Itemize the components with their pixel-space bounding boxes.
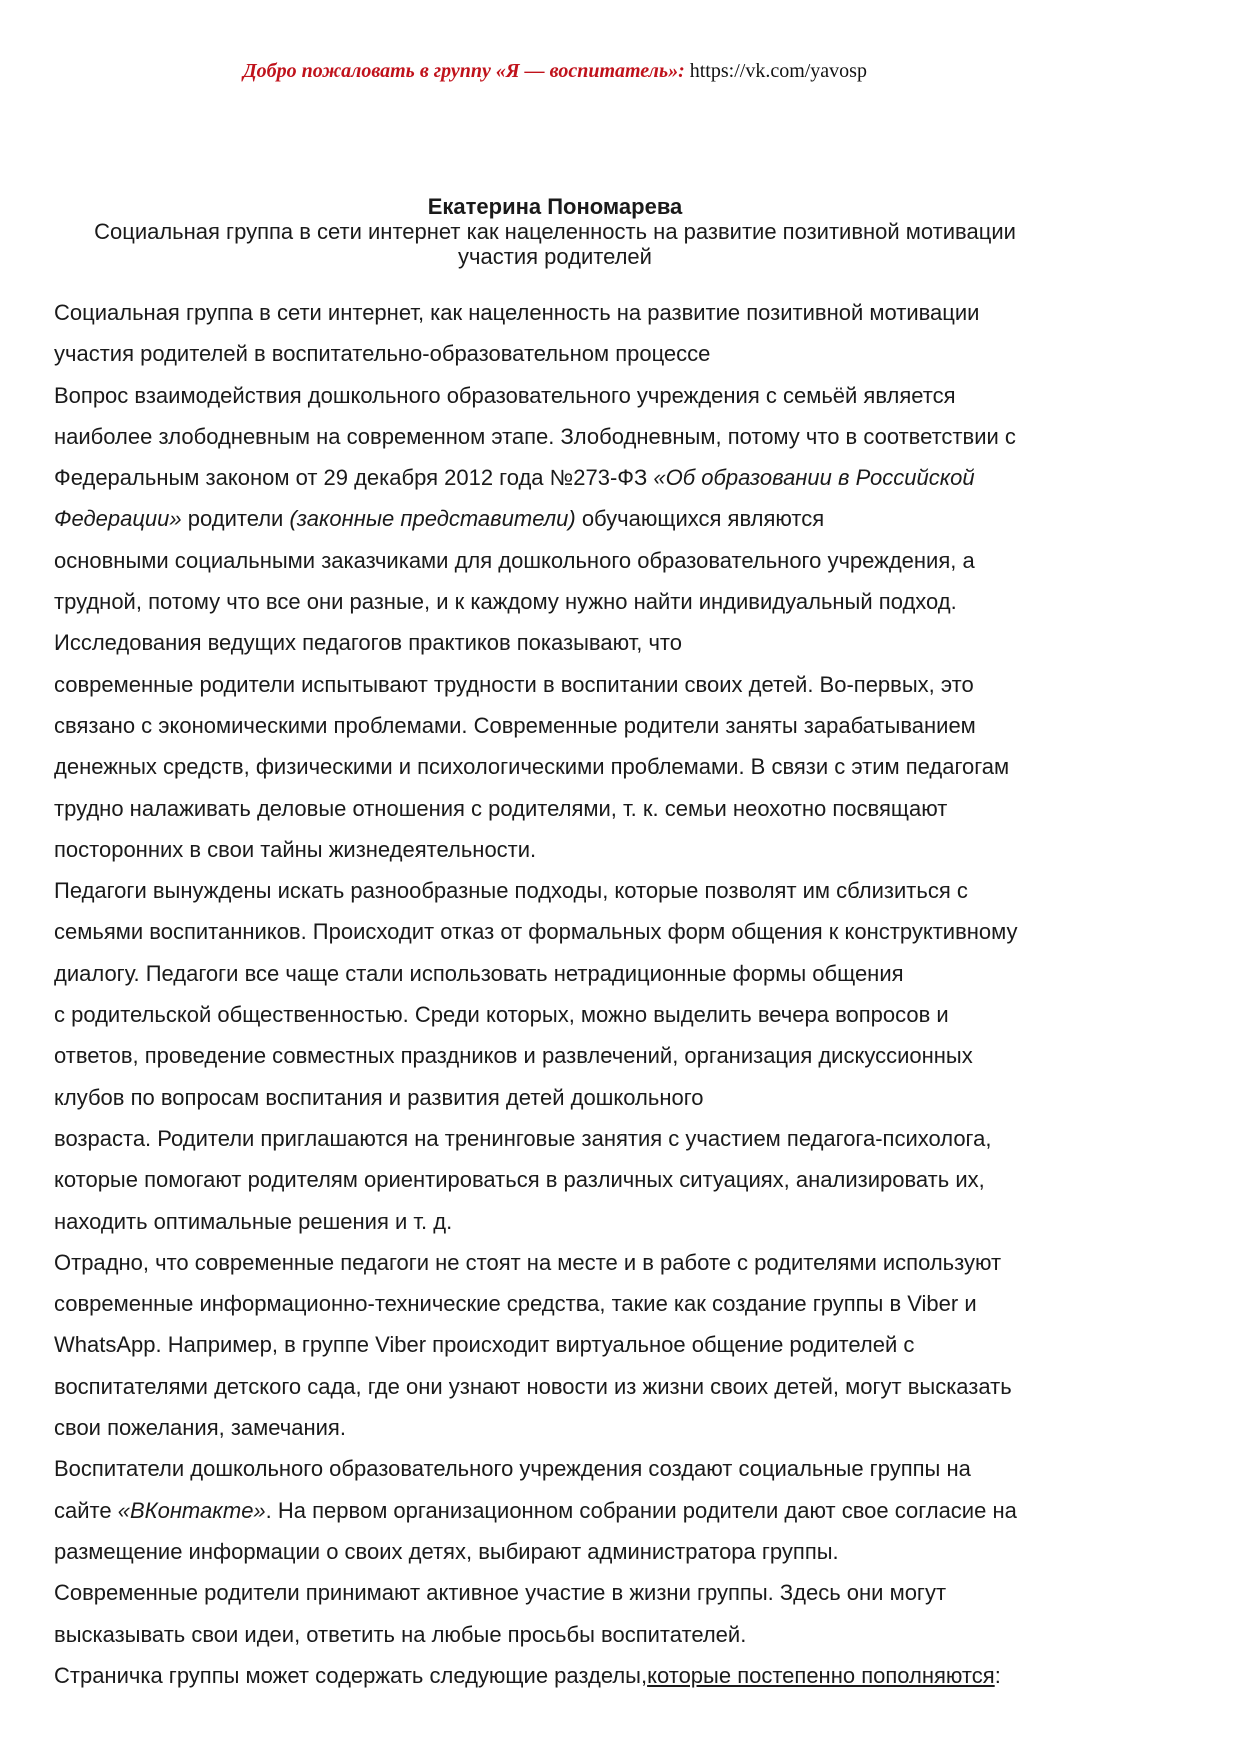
body-text-span: Страничка группы может содержать следующие разделы,: [54, 1662, 648, 1688]
article-title-block: [0, 194, 1110, 269]
body-line: современные информационно-технические средства, такие как создание группы в Viber и: [54, 1291, 977, 1317]
body-line: [54, 1655, 1064, 1696]
body-text-span: обучающихся являются: [575, 506, 825, 532]
body-line: находить оптимальные решения и т. д.: [54, 1208, 453, 1234]
body-line: ответов, проведение совместных праздников и развлечений, организация дискуссионных: [54, 1043, 973, 1069]
law-title-italic: «Об образовании в Российской: [653, 465, 975, 491]
legal-representatives-italic: (законные представители): [289, 506, 576, 532]
body-line: [54, 1490, 1064, 1531]
body-line: семьями воспитанников. Происходит отказ от формальных форм общения к конструктивному: [54, 919, 1018, 945]
body-line: Вопрос взаимодействия дошкольного образовательного учреждения с семьёй является: [54, 382, 956, 408]
body-text-span: сайте: [54, 1497, 118, 1523]
body-line: основными социальными заказчиками для дошкольного образовательного учреждения, а: [54, 547, 975, 573]
body-line: возраста. Родители приглашаются на тренинговые занятия с участием педагога-психолога,: [54, 1125, 992, 1151]
author-name: Екатерина Пономарева: [427, 194, 683, 219]
body-line: которые помогают родителям ориентироваться в различных ситуациях, анализировать их,: [54, 1167, 985, 1193]
body-line: трудной, потому что все они разные, и к каждому нужно найти индивидуальный подход.: [54, 589, 957, 615]
body-line: WhatsApp. Например, в группе Viber происходит виртуальное общение родителей с: [54, 1332, 915, 1358]
body-text-span: :: [994, 1662, 1001, 1688]
law-title-italic-end: Федерации»: [54, 506, 182, 532]
body-line: Исследования ведущих педагогов практиков показывают, что: [54, 630, 682, 656]
body-line: высказывать свои идеи, ответить на любые просьбы воспитателей.: [54, 1621, 747, 1647]
article-body: [54, 292, 1064, 1696]
body-line: связано с экономическими проблемами. Современные родители заняты зарабатыванием: [54, 712, 976, 738]
body-line: клубов по вопросам воспитания и развития детей дошкольного: [54, 1084, 704, 1110]
group-link[interactable]: https://vk.com/yavosp: [689, 60, 867, 82]
body-text-span: . На первом организационном собрании родители дают свое согласие на: [265, 1497, 1017, 1523]
body-line: участия родителей в воспитательно-образовательном процессе: [54, 341, 711, 367]
body-text-span: Федеральным законом от 29 декабря 2012 года №273-ФЗ: [54, 465, 654, 491]
body-line: с родительской общественностью. Среди которых, можно выделить вечера вопросов и: [54, 1002, 949, 1028]
body-line: [54, 457, 1064, 498]
body-line: денежных средств, физическими и психологическими проблемами. В связи с этим педагогам: [54, 754, 1010, 780]
article-title-line-2: участия родителей: [458, 244, 652, 269]
body-line: Отрадно, что современные педагоги не стоят на месте и в работе с родителями используют: [54, 1249, 1002, 1275]
article-title-line-1: Социальная группа в сети интернет как нацеленность на развитие позитивной мотивации: [94, 219, 1016, 244]
body-text-span: родители: [181, 506, 290, 532]
welcome-banner: [0, 60, 1110, 83]
body-line: воспитателями детского сада, где они узнают новости из жизни своих детей, могут высказать: [54, 1373, 1012, 1399]
body-line: Социальная группа в сети интернет, как нацеленность на развитие позитивной мотивации: [54, 300, 980, 325]
body-line: трудно налаживать деловые отношения с родителями, т. к. семьи неохотно посвящают: [54, 795, 948, 821]
underlined-phrase: которые постепенно пополняются: [647, 1662, 995, 1688]
vkontakte-italic: «ВКонтакте»: [117, 1497, 266, 1523]
body-line: Современные родители принимают активное участие в жизни группы. Здесь они могут: [54, 1580, 947, 1606]
body-line: [54, 498, 1064, 539]
body-line: Воспитатели дошкольного образовательного учреждения создают социальные группы на: [54, 1456, 971, 1482]
welcome-text: Добро пожаловать в группу «Я — воспитатель»:: [243, 60, 685, 82]
body-line: размещение информации о своих детях, выбирают администратора группы.: [54, 1538, 839, 1564]
body-line: посторонних в свои тайны жизнедеятельности.: [54, 836, 537, 862]
body-line: наиболее злободневным на современном этапе. Злободневным, потому что в соответствии с: [54, 423, 1016, 449]
body-line: диалогу. Педагоги все чаще стали использовать нетрадиционные формы общения: [54, 960, 904, 986]
body-line: Педагоги вынуждены искать разнообразные подходы, которые позволят им сблизиться с: [54, 878, 968, 904]
body-line: свои пожелания, замечания.: [54, 1415, 346, 1441]
body-line: современные родители испытывают трудности в воспитании своих детей. Во-первых, это: [54, 671, 974, 697]
